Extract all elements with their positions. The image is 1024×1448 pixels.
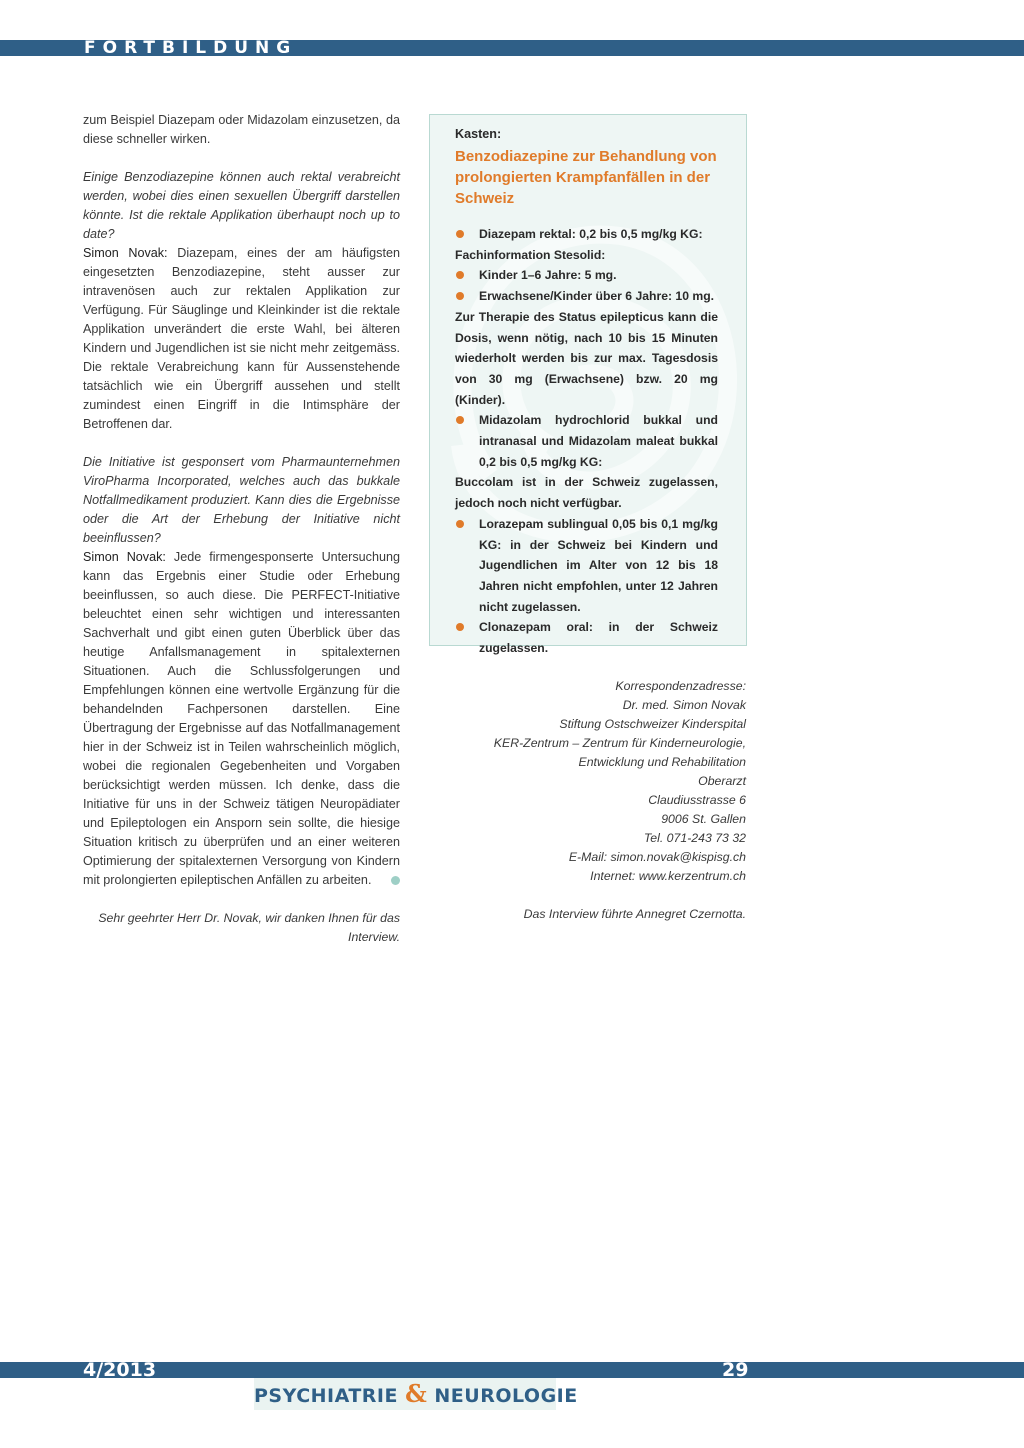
question: Einige Benzodiazepine können auch rektal verabreicht werden, wobei dies einen sexuellen Übergriff darstellen könnte. Ist die rektale Applikation überhaupt noch up to date? [83,170,400,241]
section-label: FORTBILDUNG [84,38,298,58]
contact-line: Tel. 071-243 73 32 [643,831,746,845]
question: Die Initiative ist gesponsert vom Pharmaunternehmen ViroPharma Incorporated, welches auch das bukkale Notfallmedikament produziert. Kann dies die Ergebnisse oder die Art der Erhebung der Initiative nicht beeinflussen? [83,455,400,545]
list-item: Clonazepam oral: in der Schweiz zugelassen. [455,617,718,658]
bullet-icon [456,292,464,300]
box-paragraph: Zur Therapie des Status epilepticus kann die Dosis, wenn nötig, nach 10 bis 15 Minuten wiederholt werden bis zur max. Tagesdosis von 30 mg (Erwachsene) bzw. 20 mg (Kinder). [455,309,718,407]
box-title: Benzodiazepine zur Behandlung von prolongierten Krampfanfällen in der Schweiz [455,148,717,207]
journal-logo: PSYCHIATRIE & NEUROLOGIE [254,1379,578,1408]
box-kicker: Kasten: [455,127,502,141]
answer-text: Jede firmengesponserte Untersuchung kann das Ergebnis einer Studie oder Erhebung beeinflussen, so auch diese. Die PERFECT-Initiative beleuchtet einen sehr wichtigen und interessanten Sachverhalt und gibt einen guten Überblick über das heutige Anfallsmanagement in spitalexternen Situationen. Auch die Schlussfolgerungen und Empfehlungen können eine wertvolle Ergänzung für die behandelnden Fachpersonen darstellen. Eine Übertragung der Ergebnisse auf das Notfallmanagement hier in der Schweiz ist in Teilen wahrscheinlich möglich, wobei die regionalen Gegebenheiten und Vorgaben berücksichtigt werden müssen. Ich denke, dass die Initiative für uns in der Schweiz tätigen Neuropädiater und Epileptologen ein Ansporn sein sollte, die hiesige Situation kritisch zu überprüfen und an einer weiteren Optimierung der spitalexternen Versorgung von Kindern mit prolongierten epileptischen Anfällen zu arbeiten. [83,550,400,887]
box-content [455,125,718,659]
contact-email: E-Mail: simon.novak@kispisg.ch [568,850,746,864]
end-mark-icon [391,876,400,885]
list-item: Erwachsene/Kinder über 6 Jahre: 10 mg. [455,286,718,307]
closing-thanks: Sehr geehrter Herr Dr. Novak, wir danken Ihnen für das Interview. [98,911,400,944]
list-item: Midazolam hydrochlorid bukkal und intranasal und Midazolam maleat bukkal 0,2 bis 0,5 mg/kg KG: [455,410,718,472]
contact-block [430,677,746,924]
list-item: Diazepam rektal: 0,2 bis 0,5 mg/kg KG: [455,224,718,245]
answer [83,244,400,434]
box-paragraph: Buccolam ist in der Schweiz zugelassen, jedoch noch nicht verfügbar. [455,475,718,511]
list-item: Lorazepam sublingual 0,05 bis 0,1 mg/kg KG: in der Schweiz bei Kindern und Jugendlichen im Alter von 12 bis 18 Jahren nicht empfohlen, unter 12 Jahren nicht zugelassen. [455,514,718,618]
contact-line: Entwicklung und Rehabilitation [578,755,746,769]
bullet-icon [456,623,464,631]
issue-number: 4/2013 [83,1359,157,1381]
contact-website: Internet: www.kerzentrum.ch [590,869,746,883]
bullet-icon [456,271,464,279]
page-number: 29 [722,1359,749,1381]
contact-label: Korrespondenzadresse: [615,679,746,693]
speaker-label: Simon Novak: [83,550,166,564]
contact-line: 9006 St. Gallen [661,812,746,826]
speaker-label: Simon Novak: [83,246,168,260]
contact-line: Oberarzt [698,774,746,788]
paragraph: zum Beispiel Diazepam oder Midazolam einzusetzen, da diese schneller wirken. [83,113,400,146]
info-box [429,114,747,656]
contact-line: Claudiusstrasse 6 [648,793,746,807]
bullet-icon [456,230,464,238]
list-item: Kinder 1–6 Jahre: 5 mg. [455,265,718,286]
interview-credit: Das Interview führte Annegret Czernotta. [523,907,746,921]
contact-line: Stiftung Ostschweizer Kinderspital [559,717,746,731]
bullet-icon [456,520,464,528]
answer-text: Diazepam, eines der am häufigsten eingesetzten Benzodiazepine, steht ausser zur intravenösen auch zur rektalen Applikation zur Verfügung. Für Säuglinge und Kleinkinder ist die rektale Applikation unverändert die erste Wahl, bei älteren Kindern und Jugendlichen ist sie nicht mehr zeitgemäss. Die rektale Verabreichung kann für Aussenstehende tatsächlich wie ein Übergriff aussehen und stellt zumindest einen Eingriff in die Intimsphäre der Betroffenen dar. [83,246,400,431]
answer [83,548,400,890]
interview-column [83,111,400,947]
box-paragraph: Fachinformation Stesolid: [455,247,606,262]
contact-line: KER-Zentrum – Zentrum für Kinderneurologie, [493,736,746,750]
bullet-icon [456,416,464,424]
contact-line: Dr. med. Simon Novak [622,698,746,712]
